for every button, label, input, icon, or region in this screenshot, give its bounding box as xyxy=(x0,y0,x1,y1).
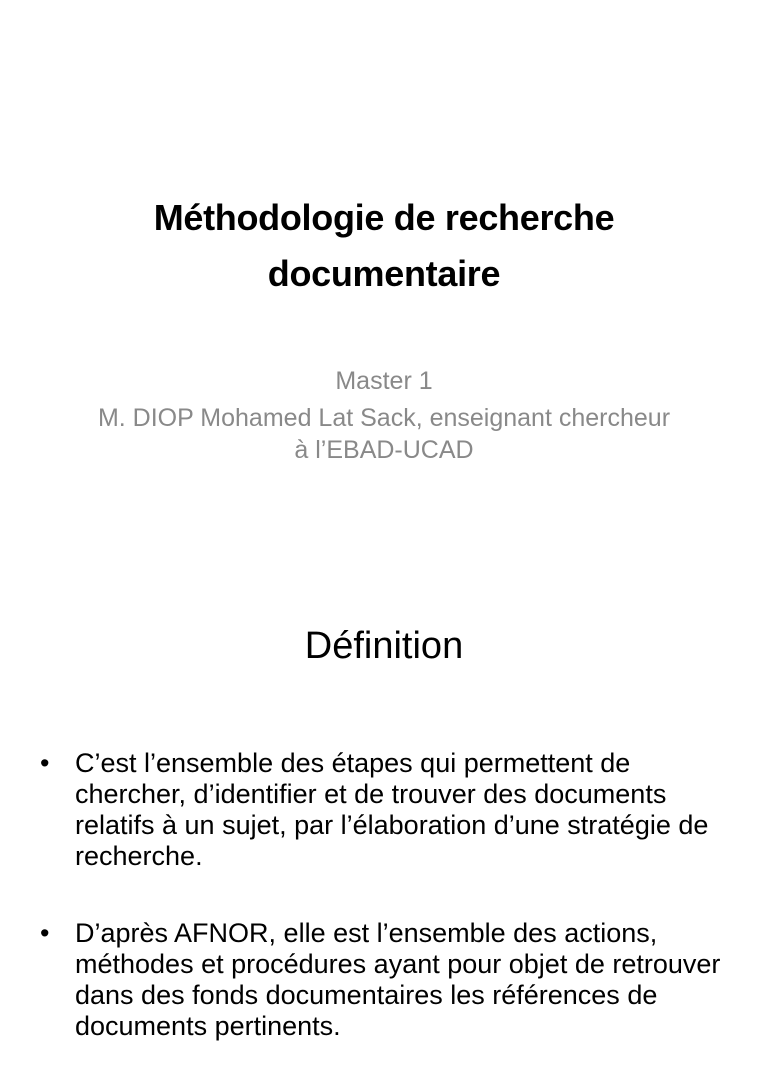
bullet-icon: • xyxy=(40,918,50,948)
bullet-item xyxy=(40,918,740,1042)
course-level: Master 1 xyxy=(335,367,433,395)
presentation-subtitle xyxy=(90,364,678,466)
bullet-text: D’après AFNOR, elle est l’ensemble des actions, méthodes et procédures ayant pour objet de retrouver dans des fonds documentaires les références de documents pertinents. xyxy=(75,918,721,1041)
presentation-title xyxy=(60,190,708,302)
definition-slide xyxy=(0,576,768,1041)
title-line-2: documentaire xyxy=(267,253,501,294)
bullet-text: C’est l’ensemble des étapes qui permettent de chercher, d’identifier et de trouver des documents relatifs à un sujet, par l’élaboration d’une stratégie de recherche. xyxy=(75,748,709,871)
slide-title: Définition xyxy=(304,625,464,667)
author-info: M. DIOP Mohamed Lat Sack, enseignant chercheur à l’EBAD-UCAD xyxy=(97,404,671,464)
bullet-icon: • xyxy=(40,748,50,778)
title-line-1: Méthodologie de recherche xyxy=(153,197,615,238)
bullet-item xyxy=(40,748,740,872)
bullet-list xyxy=(40,748,740,1088)
